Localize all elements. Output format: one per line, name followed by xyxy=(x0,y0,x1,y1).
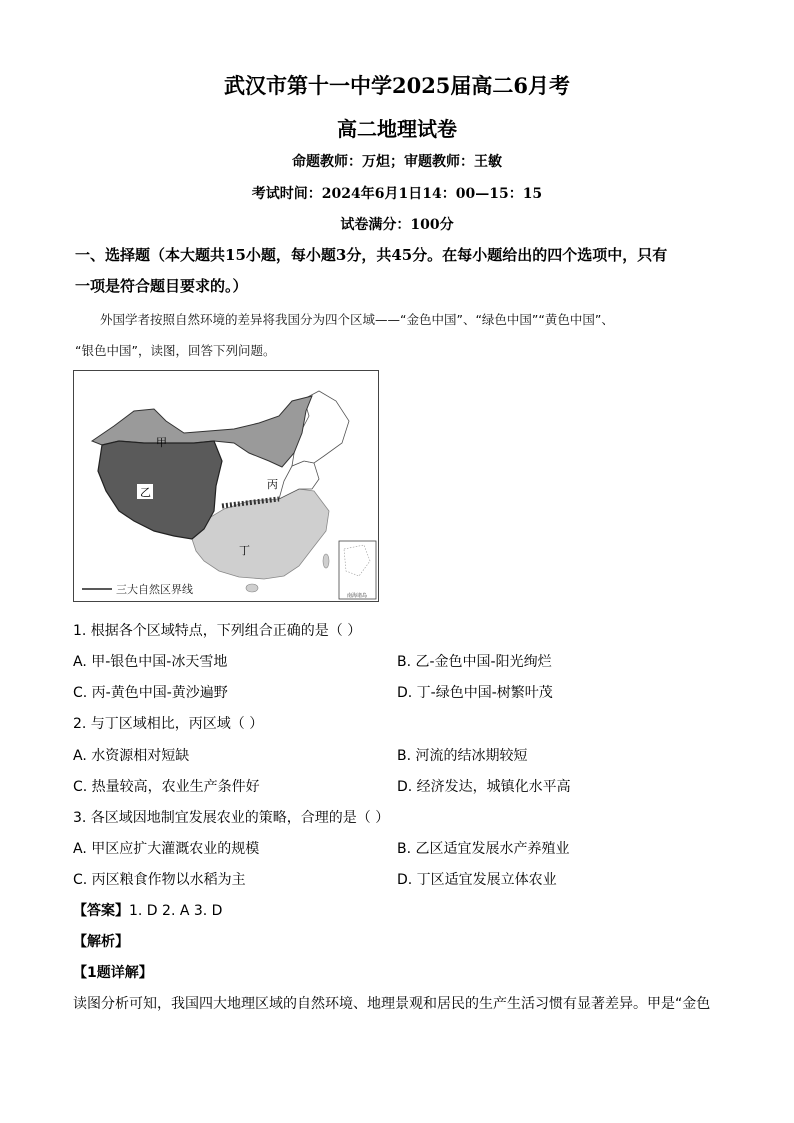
q1-option-a: A. 甲-银色中国-冰天雪地 xyxy=(73,654,228,670)
legend-label: 三大自然区界线 xyxy=(116,583,193,596)
q3-option-c: C. 丙区粮食作物以水稻为主 xyxy=(73,872,246,888)
answer-values: 1. D 2. A 3. D xyxy=(129,903,223,919)
hainan-island xyxy=(246,584,258,592)
q1-option-c: C. 丙-黄色中国-黄沙遍野 xyxy=(73,685,228,701)
china-regions-map xyxy=(73,370,379,602)
q1-option-d: D. 丁-绿色中国-树繁叶茂 xyxy=(397,685,553,701)
teachers-line: 命题教师：万炟；审题教师：王敏 xyxy=(292,154,502,170)
q3-option-d: D. 丁区适宜发展立体农业 xyxy=(397,872,557,888)
answer-label: 【答案】 xyxy=(73,903,129,919)
answer-line xyxy=(73,900,222,920)
question-1-stem: 1. 根据各个区域特点，下列组合正确的是（ ） xyxy=(73,623,362,639)
exam-title: 武汉市第十一中学2025届高二6月考 xyxy=(223,73,571,98)
q3-option-a: A. 甲区应扩大灌溉农业的规模 xyxy=(73,841,260,857)
detail-label: 【1题详解】 xyxy=(73,965,153,981)
exam-subtitle: 高二地理试卷 xyxy=(337,117,457,141)
label-bing: 丙 xyxy=(267,478,278,491)
inset-box xyxy=(339,541,376,599)
label-jia: 甲 xyxy=(156,436,167,449)
q3-option-b: B. 乙区适宜发展水产养殖业 xyxy=(397,841,570,857)
label-yi: 乙 xyxy=(140,486,151,499)
section-heading-line2: 一项是符合题目要求的。） xyxy=(75,277,248,295)
map-svg xyxy=(74,371,378,601)
question-2-stem: 2. 与丁区域相比，丙区域（ ） xyxy=(73,716,264,732)
exam-time: 考试时间：2024年6月1日14：00—15：15 xyxy=(251,186,543,202)
analysis-label: 【解析】 xyxy=(73,934,129,950)
taiwan-island xyxy=(323,554,329,568)
intro-line2: “银色中国”，读图，回答下列问题。 xyxy=(75,343,276,358)
q2-option-d: D. 经济发达，城镇化水平高 xyxy=(397,779,571,795)
question-3-stem: 3. 各区域因地制宜发展农业的策略，合理的是（ ） xyxy=(73,810,390,826)
analysis-paragraph: 读图分析可知，我国四大地理区域的自然环境、地理景观和居民的生产生活习惯有显著差异。甲是“金色 xyxy=(73,996,711,1012)
label-ding: 丁 xyxy=(239,544,250,557)
full-score: 试卷满分：100分 xyxy=(340,217,454,233)
q1-option-b: B. 乙-金色中国-阳光绚烂 xyxy=(397,654,552,670)
section-heading-line1: 一、选择题（本大题共15小题，每小题3分，共45分。在每小题给出的四个选项中，只有 xyxy=(75,246,668,264)
q2-option-c: C. 热量较高，农业生产条件好 xyxy=(73,779,260,795)
q2-option-b: B. 河流的结冰期较短 xyxy=(397,748,528,764)
region-yi xyxy=(98,441,222,539)
inset-label: 南海诸岛 xyxy=(346,593,368,599)
q2-option-a: A. 水资源相对短缺 xyxy=(73,748,190,764)
intro-line1: 外国学者按照自然环境的差异将我国分为四个区域——“金色中国”、“绿色中国”“黄色中国”、 xyxy=(100,312,614,327)
